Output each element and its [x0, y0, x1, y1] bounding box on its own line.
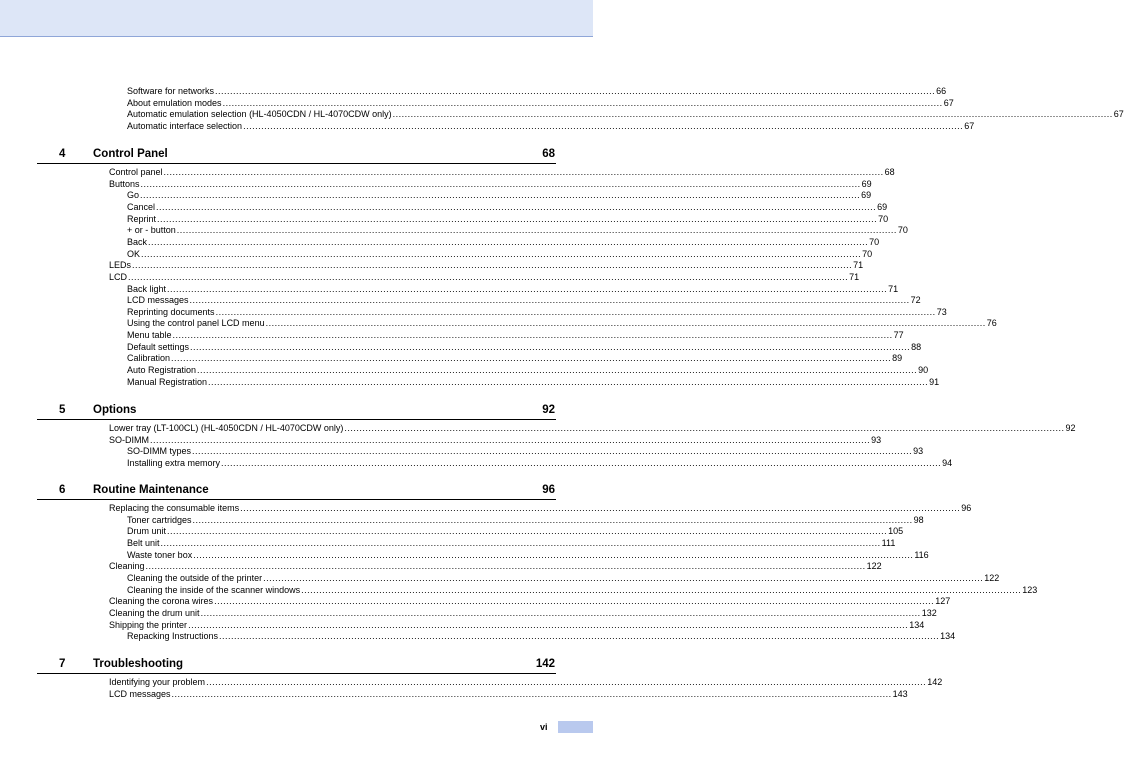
- toc-entry-title: Back: [127, 236, 148, 247]
- dot-leader: ................................................................................................................................................................................................................................................: [192, 514, 913, 525]
- dot-leader: ................................................................................................................................................................................................................................................: [192, 446, 913, 457]
- toc-entry[interactable]: [127, 86, 947, 97]
- toc-entry-title: Cleaning the inside of the scanner windows: [127, 584, 301, 595]
- toc-entry[interactable]: [127, 537, 896, 549]
- toc-entry[interactable]: [127, 318, 997, 329]
- toc-entry-page: 105: [888, 526, 904, 537]
- toc-entry-page: 134: [909, 619, 925, 630]
- dot-leader: ................................................................................................................................................................................................................................................: [215, 306, 936, 317]
- page-number: vi: [540, 722, 548, 732]
- toc-entry-page: 122: [866, 561, 882, 572]
- toc-entry-page: 70: [869, 236, 880, 247]
- chapter-page: 142: [535, 658, 555, 670]
- toc-entry-page: 132: [921, 607, 937, 618]
- toc-entry-title: Automatic interface selection: [127, 120, 243, 131]
- dot-leader: ................................................................................................................................................................................................................................................: [167, 526, 888, 537]
- chapter-heading[interactable]: [0, 146, 593, 162]
- toc-entry[interactable]: [109, 167, 895, 178]
- toc-entry-title: Back light: [127, 283, 167, 294]
- toc-entry-title: Menu table: [127, 330, 172, 341]
- toc-entry[interactable]: [109, 607, 937, 619]
- toc-entry[interactable]: [127, 631, 956, 642]
- toc-entry[interactable]: [127, 248, 873, 260]
- toc-entry-page: 67: [943, 97, 954, 108]
- toc-entry-page: 91: [929, 376, 940, 387]
- toc-entry-title: About emulation modes: [127, 97, 222, 108]
- toc-entry-title: SO-DIMM: [109, 434, 149, 445]
- toc-entry-title: LCD messages: [127, 295, 189, 306]
- toc-entry-title: Toner cartridges: [127, 514, 192, 525]
- dot-leader: ................................................................................................................................................................................................................................................: [301, 584, 1022, 595]
- dot-leader: ................................................................................................................................................................................................................................................: [156, 201, 877, 212]
- toc-entry[interactable]: [127, 225, 908, 236]
- toc-entry-title: Cleaning the drum unit: [109, 607, 200, 618]
- toc-entry[interactable]: [109, 271, 860, 283]
- toc-entry[interactable]: [109, 503, 972, 514]
- toc-entry[interactable]: [127, 306, 947, 318]
- toc-entry[interactable]: [127, 457, 953, 469]
- toc-entry[interactable]: [127, 283, 899, 295]
- toc-entry-title: Belt unit: [127, 537, 160, 548]
- toc-entry-title: Lower tray (LT-100CL) (HL-4050CDN / HL-4070CDW only): [109, 423, 344, 433]
- toc-entry-page: 134: [940, 631, 956, 642]
- dot-leader: ................................................................................................................................................................................................................................................: [222, 97, 943, 108]
- toc-entry-title: LEDs: [109, 260, 132, 271]
- header-band: [0, 0, 593, 37]
- toc-entry[interactable]: [127, 526, 904, 537]
- toc-entry[interactable]: [109, 619, 925, 631]
- toc-entry[interactable]: [109, 561, 882, 572]
- toc-entry[interactable]: [109, 677, 943, 688]
- toc-entry-title: SO-DIMM types: [127, 446, 192, 457]
- toc-entry-title: + or - button: [127, 225, 176, 236]
- toc-entry-title: Installing extra memory: [127, 457, 221, 468]
- toc-entry-title: Calibration: [127, 353, 171, 364]
- toc-entry[interactable]: [109, 434, 882, 446]
- toc-entry-page: 66: [936, 86, 947, 96]
- toc-entry[interactable]: [127, 572, 1000, 584]
- dot-leader: ................................................................................................................................................................................................................................................: [219, 631, 940, 642]
- dot-leader: ................................................................................................................................................................................................................................................: [206, 677, 927, 687]
- toc-entry-title: Shipping the printer: [109, 619, 188, 630]
- toc-entry-title: Manual Registration: [127, 376, 208, 387]
- chapter-number: 4: [59, 148, 66, 160]
- toc-entry-title: Reprinting documents: [127, 306, 215, 317]
- toc-entry[interactable]: [109, 423, 1076, 434]
- chapter-page: 68: [542, 148, 555, 160]
- toc-entry-page: 71: [853, 260, 864, 271]
- chapter-number: 7: [59, 658, 66, 670]
- dot-leader: ................................................................................................................................................................................................................................................: [171, 353, 892, 364]
- toc-entry-page: 69: [861, 190, 872, 201]
- toc-entry-page: 70: [897, 225, 908, 236]
- chapter-number: 5: [59, 404, 66, 416]
- toc-entry[interactable]: [109, 260, 864, 271]
- dot-leader: ................................................................................................................................................................................................................................................: [197, 365, 918, 376]
- toc-entry[interactable]: [127, 109, 1124, 120]
- toc-entry[interactable]: [127, 549, 929, 561]
- toc-entry-page: 71: [888, 283, 899, 294]
- toc-entry-title: Cleaning the corona wires: [109, 596, 214, 607]
- toc-entry-page: 69: [877, 201, 888, 212]
- toc-entry[interactable]: [127, 213, 889, 225]
- toc-entry-title: Identifying your problem: [109, 677, 206, 687]
- dot-leader: ................................................................................................................................................................................................................................................: [215, 86, 936, 96]
- toc-entry-page: 92: [1065, 423, 1076, 433]
- toc-entry-page: 88: [911, 341, 922, 352]
- dot-leader: ................................................................................................................................................................................................................................................: [243, 120, 964, 131]
- toc-entry[interactable]: [127, 365, 929, 376]
- dot-leader: ................................................................................................................................................................................................................................................: [190, 341, 911, 352]
- toc-entry-title: Cleaning: [109, 561, 145, 572]
- toc-entry[interactable]: [127, 353, 903, 364]
- toc-entry[interactable]: [127, 584, 1038, 596]
- toc-entry[interactable]: [109, 596, 951, 607]
- toc-entry-title: Buttons: [109, 178, 140, 189]
- toc-entry[interactable]: [127, 330, 904, 341]
- dot-leader: ................................................................................................................................................................................................................................................: [140, 190, 861, 201]
- toc-entry-page: 76: [986, 318, 997, 329]
- chapter-title: Troubleshooting: [93, 658, 184, 670]
- toc-entry[interactable]: [127, 514, 924, 526]
- dot-leader: ................................................................................................................................................................................................................................................: [160, 537, 881, 548]
- dot-leader: ................................................................................................................................................................................................................................................: [172, 330, 893, 341]
- toc-entry-page: 93: [913, 446, 924, 457]
- dot-leader: ................................................................................................................................................................................................................................................: [214, 596, 935, 607]
- toc-entry-page: 71: [849, 271, 860, 282]
- toc-entry-page: 122: [984, 572, 1000, 583]
- toc-entry-title: Reprint: [127, 213, 157, 224]
- toc-entry-page: 116: [914, 549, 929, 560]
- dot-leader: ................................................................................................................................................................................................................................................: [240, 503, 961, 513]
- dot-leader: ................................................................................................................................................................................................................................................: [145, 561, 866, 572]
- toc-entry-page: 67: [964, 120, 975, 131]
- toc-entry[interactable]: [109, 178, 872, 190]
- toc-entry-page: 96: [961, 503, 972, 513]
- dot-leader: ................................................................................................................................................................................................................................................: [128, 271, 849, 282]
- chapter-rule: [37, 499, 556, 500]
- toc-entry-page: 67: [1113, 109, 1124, 120]
- toc-entry-page: 70: [862, 248, 873, 259]
- toc-entry-title: Drum unit: [127, 526, 167, 537]
- toc-entry-page: 77: [893, 330, 904, 341]
- dot-leader: ................................................................................................................................................................................................................................................: [263, 572, 984, 583]
- chapter-number: 6: [59, 484, 66, 496]
- toc-entry[interactable]: [127, 190, 872, 201]
- toc-entry-title: OK: [127, 248, 141, 259]
- toc-entry-page: 89: [892, 353, 903, 364]
- dot-leader: ................................................................................................................................................................................................................................................: [157, 213, 878, 224]
- chapter-rule: [37, 163, 556, 164]
- toc-entry[interactable]: [127, 376, 940, 388]
- chapter-title: Options: [93, 404, 137, 416]
- toc-entry-page: 70: [878, 213, 889, 224]
- toc-entry-page: 98: [913, 514, 924, 525]
- chapter-heading[interactable]: [0, 482, 593, 498]
- chapter-heading[interactable]: [0, 656, 593, 672]
- chapter-rule: [37, 419, 556, 420]
- toc-entry[interactable]: [127, 446, 924, 457]
- toc-entry-page: 127: [935, 596, 951, 607]
- dot-leader: ................................................................................................................................................................................................................................................: [392, 109, 1113, 120]
- dot-leader: ................................................................................................................................................................................................................................................: [148, 236, 869, 247]
- toc-entry-title: Auto Registration: [127, 365, 197, 376]
- dot-leader: ................................................................................................................................................................................................................................................: [200, 607, 921, 618]
- toc-entry[interactable]: [127, 201, 888, 213]
- toc-entry[interactable]: [109, 688, 908, 700]
- toc-entry-title: Waste toner box: [127, 549, 193, 560]
- toc-entry-page: 143: [892, 688, 908, 699]
- toc-entry-title: Using the control panel LCD menu: [127, 318, 265, 329]
- toc-entry-page: 111: [881, 537, 896, 548]
- chapter-page: 92: [542, 404, 555, 416]
- dot-leader: ................................................................................................................................................................................................................................................: [176, 225, 897, 236]
- toc-entry-page: 72: [910, 295, 921, 306]
- toc-entry-page: 90: [918, 365, 929, 376]
- toc-entry-page: 123: [1022, 584, 1038, 595]
- chapter-title: Routine Maintenance: [93, 484, 209, 496]
- dot-leader: ................................................................................................................................................................................................................................................: [163, 167, 884, 177]
- toc-entry-page: 69: [861, 178, 872, 189]
- dot-leader: ................................................................................................................................................................................................................................................: [141, 248, 862, 259]
- chapter-heading[interactable]: [0, 402, 593, 418]
- dot-leader: ................................................................................................................................................................................................................................................: [193, 549, 914, 560]
- dot-leader: ................................................................................................................................................................................................................................................: [150, 434, 871, 445]
- toc-entry-title: Cancel: [127, 201, 156, 212]
- toc-entry-title: Go: [127, 190, 140, 201]
- toc-entry[interactable]: [127, 295, 921, 306]
- toc-entry-title: Software for networks: [127, 86, 215, 96]
- chapter-rule: [37, 673, 556, 674]
- toc-entry-title: Automatic emulation selection (HL-4050CDN / HL-4070CDW only): [127, 109, 392, 120]
- toc-entry[interactable]: [127, 341, 922, 353]
- chapter-page: 96: [542, 484, 555, 496]
- dot-leader: ................................................................................................................................................................................................................................................: [208, 376, 929, 387]
- dot-leader: ................................................................................................................................................................................................................................................: [344, 423, 1065, 433]
- dot-leader: ................................................................................................................................................................................................................................................: [140, 178, 861, 189]
- toc-entry[interactable]: [127, 120, 975, 132]
- dot-leader: ................................................................................................................................................................................................................................................: [265, 318, 986, 329]
- toc-entry-title: Default settings: [127, 341, 190, 352]
- toc-entry-title: LCD messages: [109, 688, 171, 699]
- toc-entry-title: Repacking Instructions: [127, 631, 219, 642]
- dot-leader: ................................................................................................................................................................................................................................................: [132, 260, 853, 271]
- toc-entry-page: 93: [871, 434, 882, 445]
- toc-entry[interactable]: [127, 97, 954, 109]
- toc-entry-title: Cleaning the outside of the printer: [127, 572, 263, 583]
- toc-entry-page: 142: [927, 677, 943, 687]
- footer-tab: [558, 721, 593, 733]
- dot-leader: ................................................................................................................................................................................................................................................: [221, 457, 942, 468]
- dot-leader: ................................................................................................................................................................................................................................................: [188, 619, 909, 630]
- toc-entry[interactable]: [127, 236, 880, 248]
- dot-leader: ................................................................................................................................................................................................................................................: [167, 283, 888, 294]
- toc-entry-page: 68: [884, 167, 895, 177]
- toc-entry-title: Control panel: [109, 167, 163, 177]
- toc-entry-title: Replacing the consumable items: [109, 503, 240, 513]
- toc-entry-title: LCD: [109, 271, 128, 282]
- dot-leader: ................................................................................................................................................................................................................................................: [189, 295, 910, 306]
- toc-entry-page: 94: [942, 457, 953, 468]
- dot-leader: ................................................................................................................................................................................................................................................: [171, 688, 892, 699]
- chapter-title: Control Panel: [93, 148, 168, 160]
- toc-entry-page: 73: [936, 306, 947, 317]
